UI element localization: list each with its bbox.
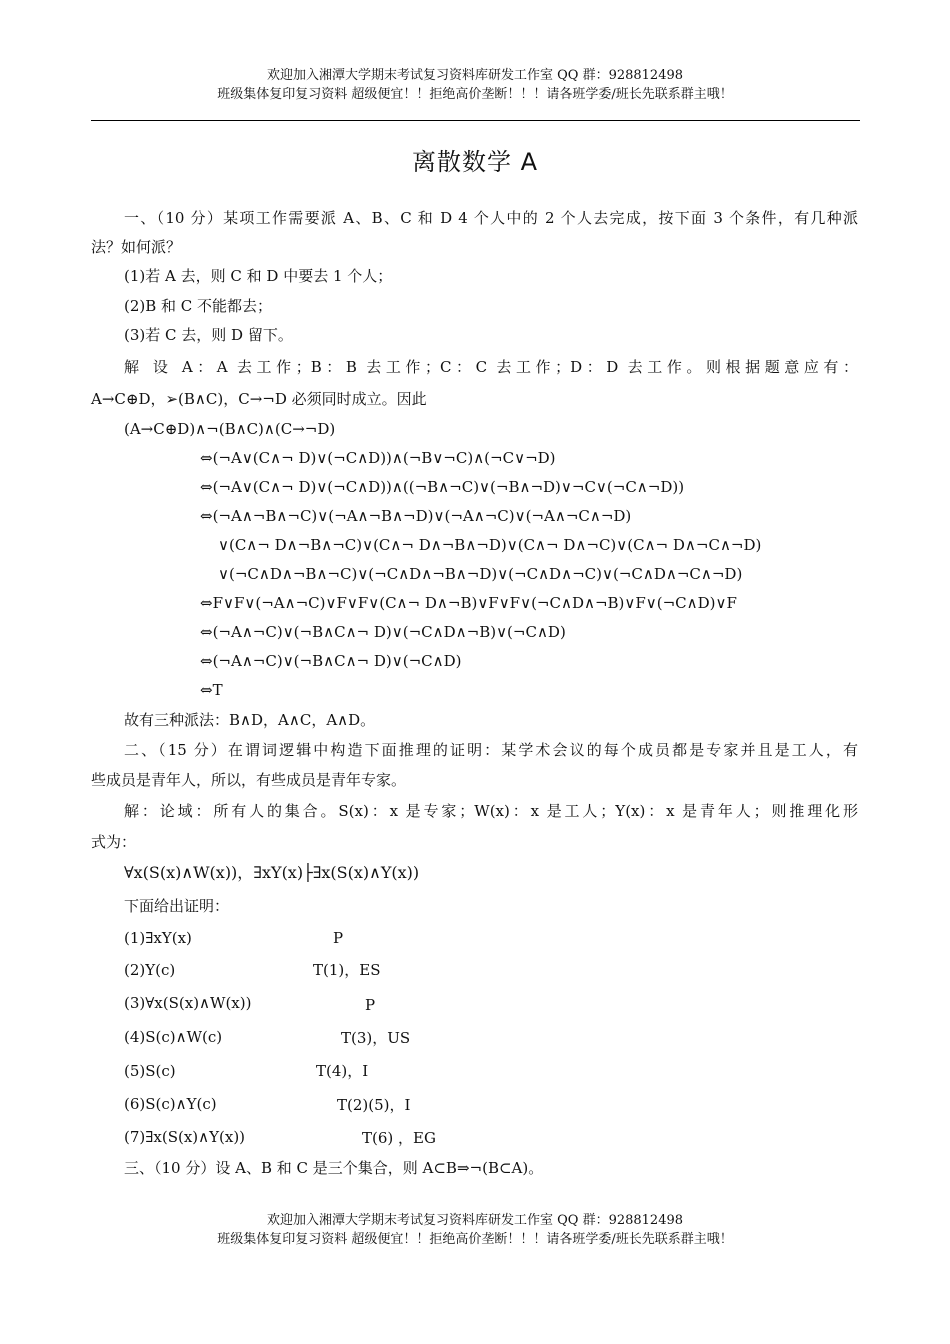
proof-step-rule: P <box>365 996 376 1014</box>
proof-step-expr: (3)∀x(S(x)∧W(x)) <box>124 994 252 1012</box>
page-header <box>0 66 950 104</box>
q1-expr-5: ∨(¬C∧D∧¬B∧¬C)∨(¬C∧D∧¬B∧¬D)∨(¬C∧D∧¬C)∨(¬C∧D∧¬C∧¬D) <box>218 565 743 583</box>
q1-condition-2: (2)B 和 C 不能都去； <box>124 297 273 315</box>
page-footer <box>0 1211 950 1249</box>
proof-step-rule: T(6) ，EG <box>362 1129 436 1147</box>
proof-step-rule: T(1)，ES <box>313 961 381 979</box>
q2-solution-line-2: 式为： <box>91 833 137 851</box>
q1-stem-line-2: 法？如何派？ <box>91 238 182 256</box>
document-title: 离散数学 A <box>411 148 539 176</box>
question-3-stem: 三、（10 分）设 A、B 和 C 是三个集合，则 A⊂B⇒¬(B⊂A)。 <box>124 1159 544 1177</box>
q1-solution-line-2: A→C⊕D，➢(B∧C)，C→¬D 必须同时成立。因此 <box>91 390 427 408</box>
q1-answer: 故有三种派法：B∧D，A∧C，A∧D。 <box>124 711 376 729</box>
q1-expr-7: ⇔(¬A∧¬C)∨(¬B∧C∧¬ D)∨(¬C∧D∧¬B)∨(¬C∧D) <box>200 623 566 641</box>
header-line-2: 班级集体复印复习资料 超级便宜！！拒绝高价垄断！！！请各班学委/班长先联系群主哦！ <box>217 87 733 102</box>
q1-stem-line-1: 一、（10 分）某项工作需要派 A、B、C 和 D 4 个人中的 2 个人去完成，按下面 3 个条件，有几种派 <box>124 209 858 227</box>
q1-expr-8: ⇔(¬A∧¬C)∨(¬B∧C∧¬ D)∨(¬C∧D) <box>200 652 462 670</box>
q1-solution-line-1: 解 设 A：A 去工作；B：B 去工作；C：C 去工作；D：D 去工作。则根据题意应有： <box>124 358 858 376</box>
q1-expr-9: ⇔T <box>200 681 223 699</box>
proof-step-expr: (4)S(c)∧W(c) <box>124 1028 223 1046</box>
q1-expr-0: (A→C⊕D)∧¬(B∧C)∧(C→¬D) <box>124 420 336 438</box>
q1-expr-4: ∨(C∧¬ D∧¬B∧¬C)∨(C∧¬ D∧¬B∧¬D)∨(C∧¬ D∧¬C)∨(C∧¬ D∧¬C∧¬D) <box>218 536 762 554</box>
footer-line-1: 欢迎加入湘潭大学期末考试复习资料库研发工作室 QQ 群：928812498 <box>266 1213 684 1228</box>
q1-expr-1: ⇔(¬A∨(C∧¬ D)∨(¬C∧D))∧(¬B∨¬C)∧(¬C∨¬D) <box>200 449 556 467</box>
header-divider <box>91 120 860 121</box>
proof-step-expr: (1)∃xY(x) <box>124 929 192 947</box>
q2-proof-intro: 下面给出证明： <box>124 897 230 915</box>
proof-step-expr: (7)∃x(S(x)∧Y(x)) <box>124 1128 246 1146</box>
proof-step-rule: T(3)，US <box>341 1029 411 1047</box>
q2-solution-line-1: 解：论域：所有人的集合。S(x)：x 是专家；W(x)：x 是工人；Y(x)：x 是青年人；则推理化形 <box>124 802 858 820</box>
q1-condition-1: (1)若 A 去，则 C 和 D 中要去 1 个人； <box>124 267 393 285</box>
q2-stem-line-2: 些成员是青年人，所以，有些成员是青年专家。 <box>91 771 407 789</box>
q1-expr-3: ⇔(¬A∧¬B∧¬C)∨(¬A∧¬B∧¬D)∨(¬A∧¬C)∨(¬A∧¬C∧¬D) <box>200 507 632 525</box>
q2-inference-form: ∀x(S(x)∧W(x))，∃xY(x)├∃x(S(x)∧Y(x)) <box>124 863 420 882</box>
proof-step-expr: (2)Y(c) <box>124 961 176 979</box>
q1-expr-6: ⇔F∨F∨(¬A∧¬C)∨F∨F∨(C∧¬ D∧¬B)∨F∨F∨(¬C∧D∧¬B)∨F∨(¬C∧D)∨F <box>200 594 737 612</box>
header-line-1: 欢迎加入湘潭大学期末考试复习资料库研发工作室 QQ 群：928812498 <box>266 68 684 83</box>
q1-condition-3: (3)若 C 去，则 D 留下。 <box>124 326 293 344</box>
q2-stem-line-1: 二、（15 分）在谓词逻辑中构造下面推理的证明：某学术会议的每个成员都是专家并且是工人，有 <box>124 741 858 759</box>
q1-expr-2: ⇔(¬A∨(C∧¬ D)∨(¬C∧D))∧((¬B∧¬C)∨(¬B∧¬D)∨¬C∨(¬C∧¬D)) <box>200 478 685 496</box>
proof-step-rule: T(4)，I <box>316 1062 369 1080</box>
proof-step-expr: (6)S(c)∧Y(c) <box>124 1095 217 1113</box>
proof-step-expr: (5)S(c) <box>124 1062 176 1080</box>
proof-step-rule: P <box>333 929 344 947</box>
footer-line-2: 班级集体复印复习资料 超级便宜！！拒绝高价垄断！！！请各班学委/班长先联系群主哦！ <box>217 1232 733 1247</box>
proof-step-rule: T(2)(5)，I <box>337 1096 411 1114</box>
